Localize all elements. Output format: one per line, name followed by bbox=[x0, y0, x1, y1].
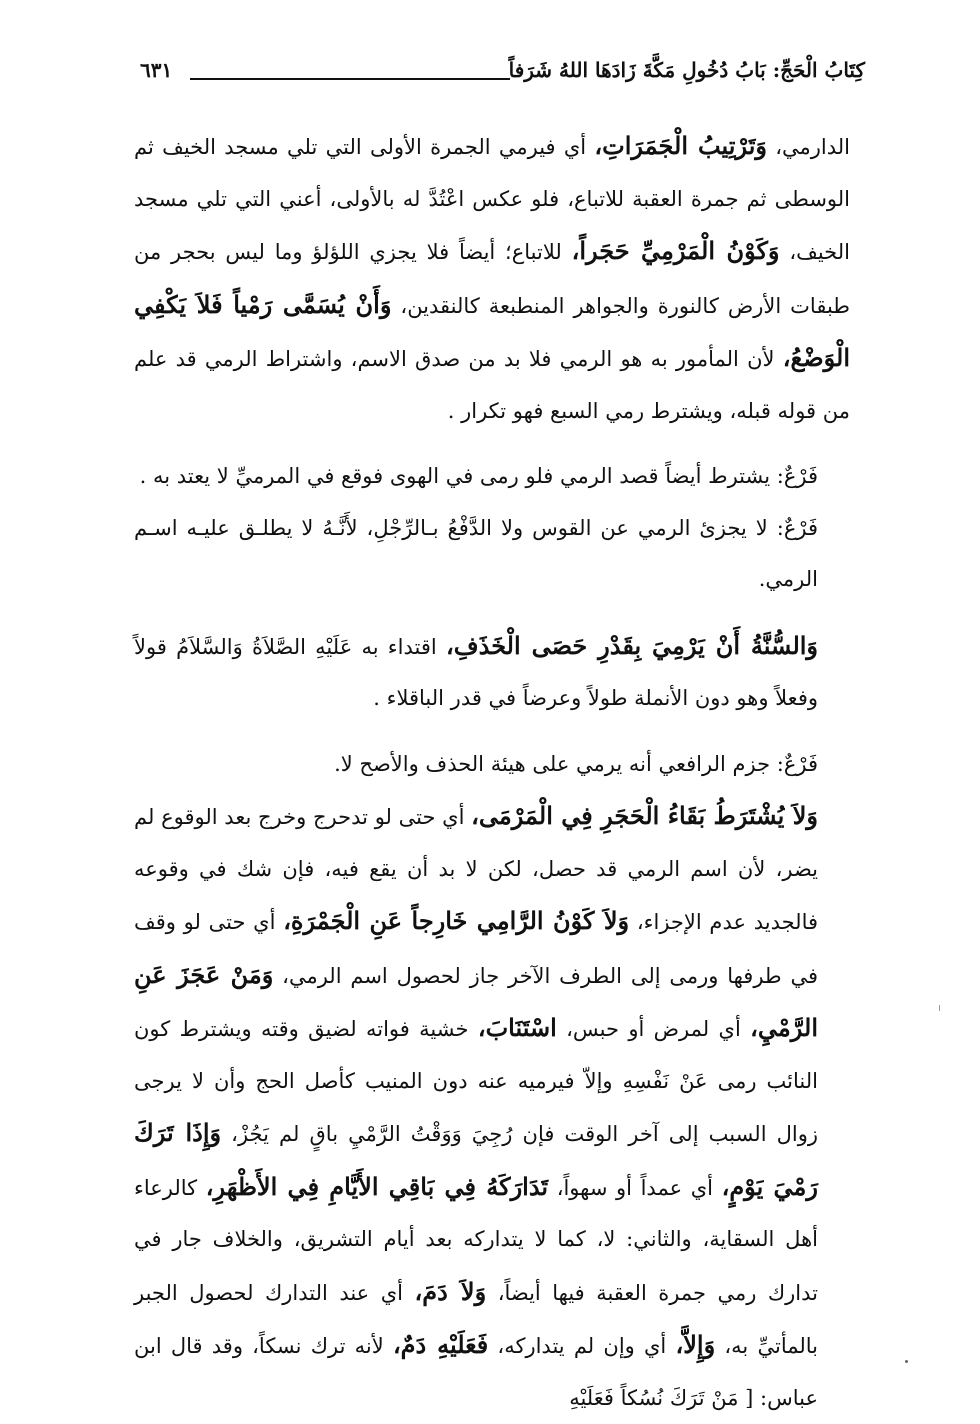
matn-text: اسْتَنَابَ، bbox=[477, 1013, 557, 1042]
page-number: ٦٣١ bbox=[140, 58, 173, 82]
body-text bbox=[134, 120, 850, 1424]
commentary-text: فَرْعٌ: bbox=[776, 464, 818, 488]
commentary-text: جزم الرافعي أنه يرمي على هيئة الحذف والأصح لا. bbox=[334, 751, 777, 776]
page-header bbox=[140, 56, 865, 96]
commentary-text: لأن المأمور به هو الرمي فلا بد من صدق الاسم، واشتراط الرمي قد علم من قوله قبله، ويشترط رمي السبع فهو تكرار . bbox=[134, 347, 850, 423]
matn-text: وَتَرْتِيبُ الْجَمَرَاتِ، bbox=[594, 131, 767, 160]
paragraph bbox=[134, 120, 850, 437]
commentary-text: لا يجزئ الرمي عن القوس ولا الدَّفْعُ بـالرِّجْلِ، لأَنَّـهُ لا يطلـق عليـه اسـم الرمي. bbox=[134, 515, 818, 591]
commentary-text: يشترط أيضاً قصد الرمي فلو رمى في الهوى فوقع في المرميِّ لا يعتد به . bbox=[139, 464, 777, 488]
commentary-text: أي لمرض أو حبس، bbox=[556, 1017, 751, 1041]
matn-text: وَمَنْ عَجَزَ عَنِ الرَّمْيِ، bbox=[134, 959, 818, 1042]
commentary-text: للاتباع؛ أيضاً فلا يجزي اللؤلؤ وما ليس بحجر من طبقات الأرض كالنورة والجواهر المنطبعة كالنقدين، bbox=[134, 240, 850, 318]
running-title: كِتَابُ الْحَجِّ: بَابُ دُخُولِ مَكَّةَ زَادَهَا اللهُ شَرَفاً bbox=[508, 58, 865, 82]
commentary-text: كالرعاء أهل السقاية، والثاني: لا، كما لا يتداركه بعد أيام التشريق، والخلاف جار في تدارك رمي جمرة العقبة فيها أيضاً، bbox=[134, 1175, 818, 1305]
paragraph bbox=[134, 739, 850, 791]
paragraph bbox=[134, 790, 850, 1424]
commentary-text: خشية فواته لضيق وقته ويشترط كون النائب رمى عَنْ نَفْسِهِ وإلاّ فيرميه عنه دون المنيب كأصل الحج وأن لا يرجى زوال السبب إلى آخر الوقت فإن رُجِيَ وَوَقْتُ الرَّمْيِ باقٍ لم يَجُزْ، bbox=[134, 1017, 818, 1146]
matn-text: وَلاَ كَوْنُ الرَّامِي خَارِجاً عَنِ الْجَمْرَةِ، bbox=[283, 906, 630, 935]
commentary-text: فَرْعٌ: bbox=[776, 515, 818, 540]
commentary-text: أي عند التدارك لحصول الجبر بالمأتيِّ به، bbox=[134, 1280, 818, 1358]
matn-text: وَأَنْ يُسَمَّى رَمْياً فَلاَ يَكْفِي الْوَضْعُ، bbox=[134, 289, 850, 372]
paragraph-gap bbox=[134, 606, 850, 620]
matn-text: وَإِلاَّ، bbox=[675, 1330, 716, 1359]
matn-text: وَكَوْنُ الْمَرْمِيِّ حَجَراً، bbox=[571, 236, 780, 265]
commentary-text: اقتداء به عَلَيْهِ الصَّلاَةُ وَالسَّلاَمُ قولاً وفعلاً وهو دون الأنملة طولاً وعرضاً في قدر الباقلاء . bbox=[134, 634, 818, 710]
paragraph-gap bbox=[134, 437, 850, 451]
commentary-text: لأنه ترك نسكاً، وقد قال ابن عباس: [ مَنْ تَرَكَ نُسُكاً فَعَلَيْهِ bbox=[134, 1334, 818, 1410]
matn-text: فَعَلَيْهِ دَمٌ، bbox=[392, 1330, 489, 1359]
commentary-text: الدارمي، bbox=[766, 135, 851, 159]
matn-text: وَلاَ يُشْتَرَطُ بَقَاءُ الْحَجَرِ فِي الْمَرْمَى، bbox=[471, 801, 818, 830]
header-rule bbox=[190, 78, 510, 80]
matn-text: تَدَارَكَهُ فِي بَاقِي الأَيَّامِ فِي الأَظْهَرِ، bbox=[205, 1171, 549, 1201]
matn-text: وَالسُّنَّةُ أَنْ يَرْمِيَ بِقَدْرِ حَصَى الْخَذَفِ، bbox=[445, 630, 819, 660]
paragraph bbox=[134, 503, 850, 606]
matn-text: وَإِذَا تَرَكَ رَمْيَ يَوْمٍ، bbox=[134, 1118, 818, 1201]
paragraph bbox=[134, 451, 850, 503]
commentary-text: فَرْعٌ: bbox=[776, 751, 818, 776]
commentary-text: أي وإن لم يتداركه، bbox=[488, 1334, 676, 1358]
paragraph-gap bbox=[134, 725, 850, 739]
commentary-text: أي فيرمي الجمرة الأولى التي تلي مسجد الخيف ثم الوسطى ثم جمرة العقبة للاتباع، فلو عكس اعْتُدَّ له بالأولى، أعني التي تلي مسجد الخيف، bbox=[134, 135, 850, 264]
commentary-text: أي حتى لو تدحرج وخرج بعد الوقوع لم يضر، لأن اسم الرمي قد حصل، لكن لا بد أن يقع فيه، فإن شك في وقوعه فالجديد عدم الإجزاء، bbox=[134, 805, 819, 934]
margin-mark bbox=[939, 1005, 940, 1011]
paragraph bbox=[134, 620, 850, 725]
corner-dot bbox=[905, 1360, 908, 1363]
commentary-text: أي حتى لو وقف في طرفها ورمى إلى الطرف الآخر جاز لحصول اسم الرمي، bbox=[134, 910, 818, 988]
matn-text: وَلاَ دَمَ، bbox=[414, 1276, 487, 1306]
commentary-text: أي عمداً أو سهواً، bbox=[548, 1175, 722, 1200]
